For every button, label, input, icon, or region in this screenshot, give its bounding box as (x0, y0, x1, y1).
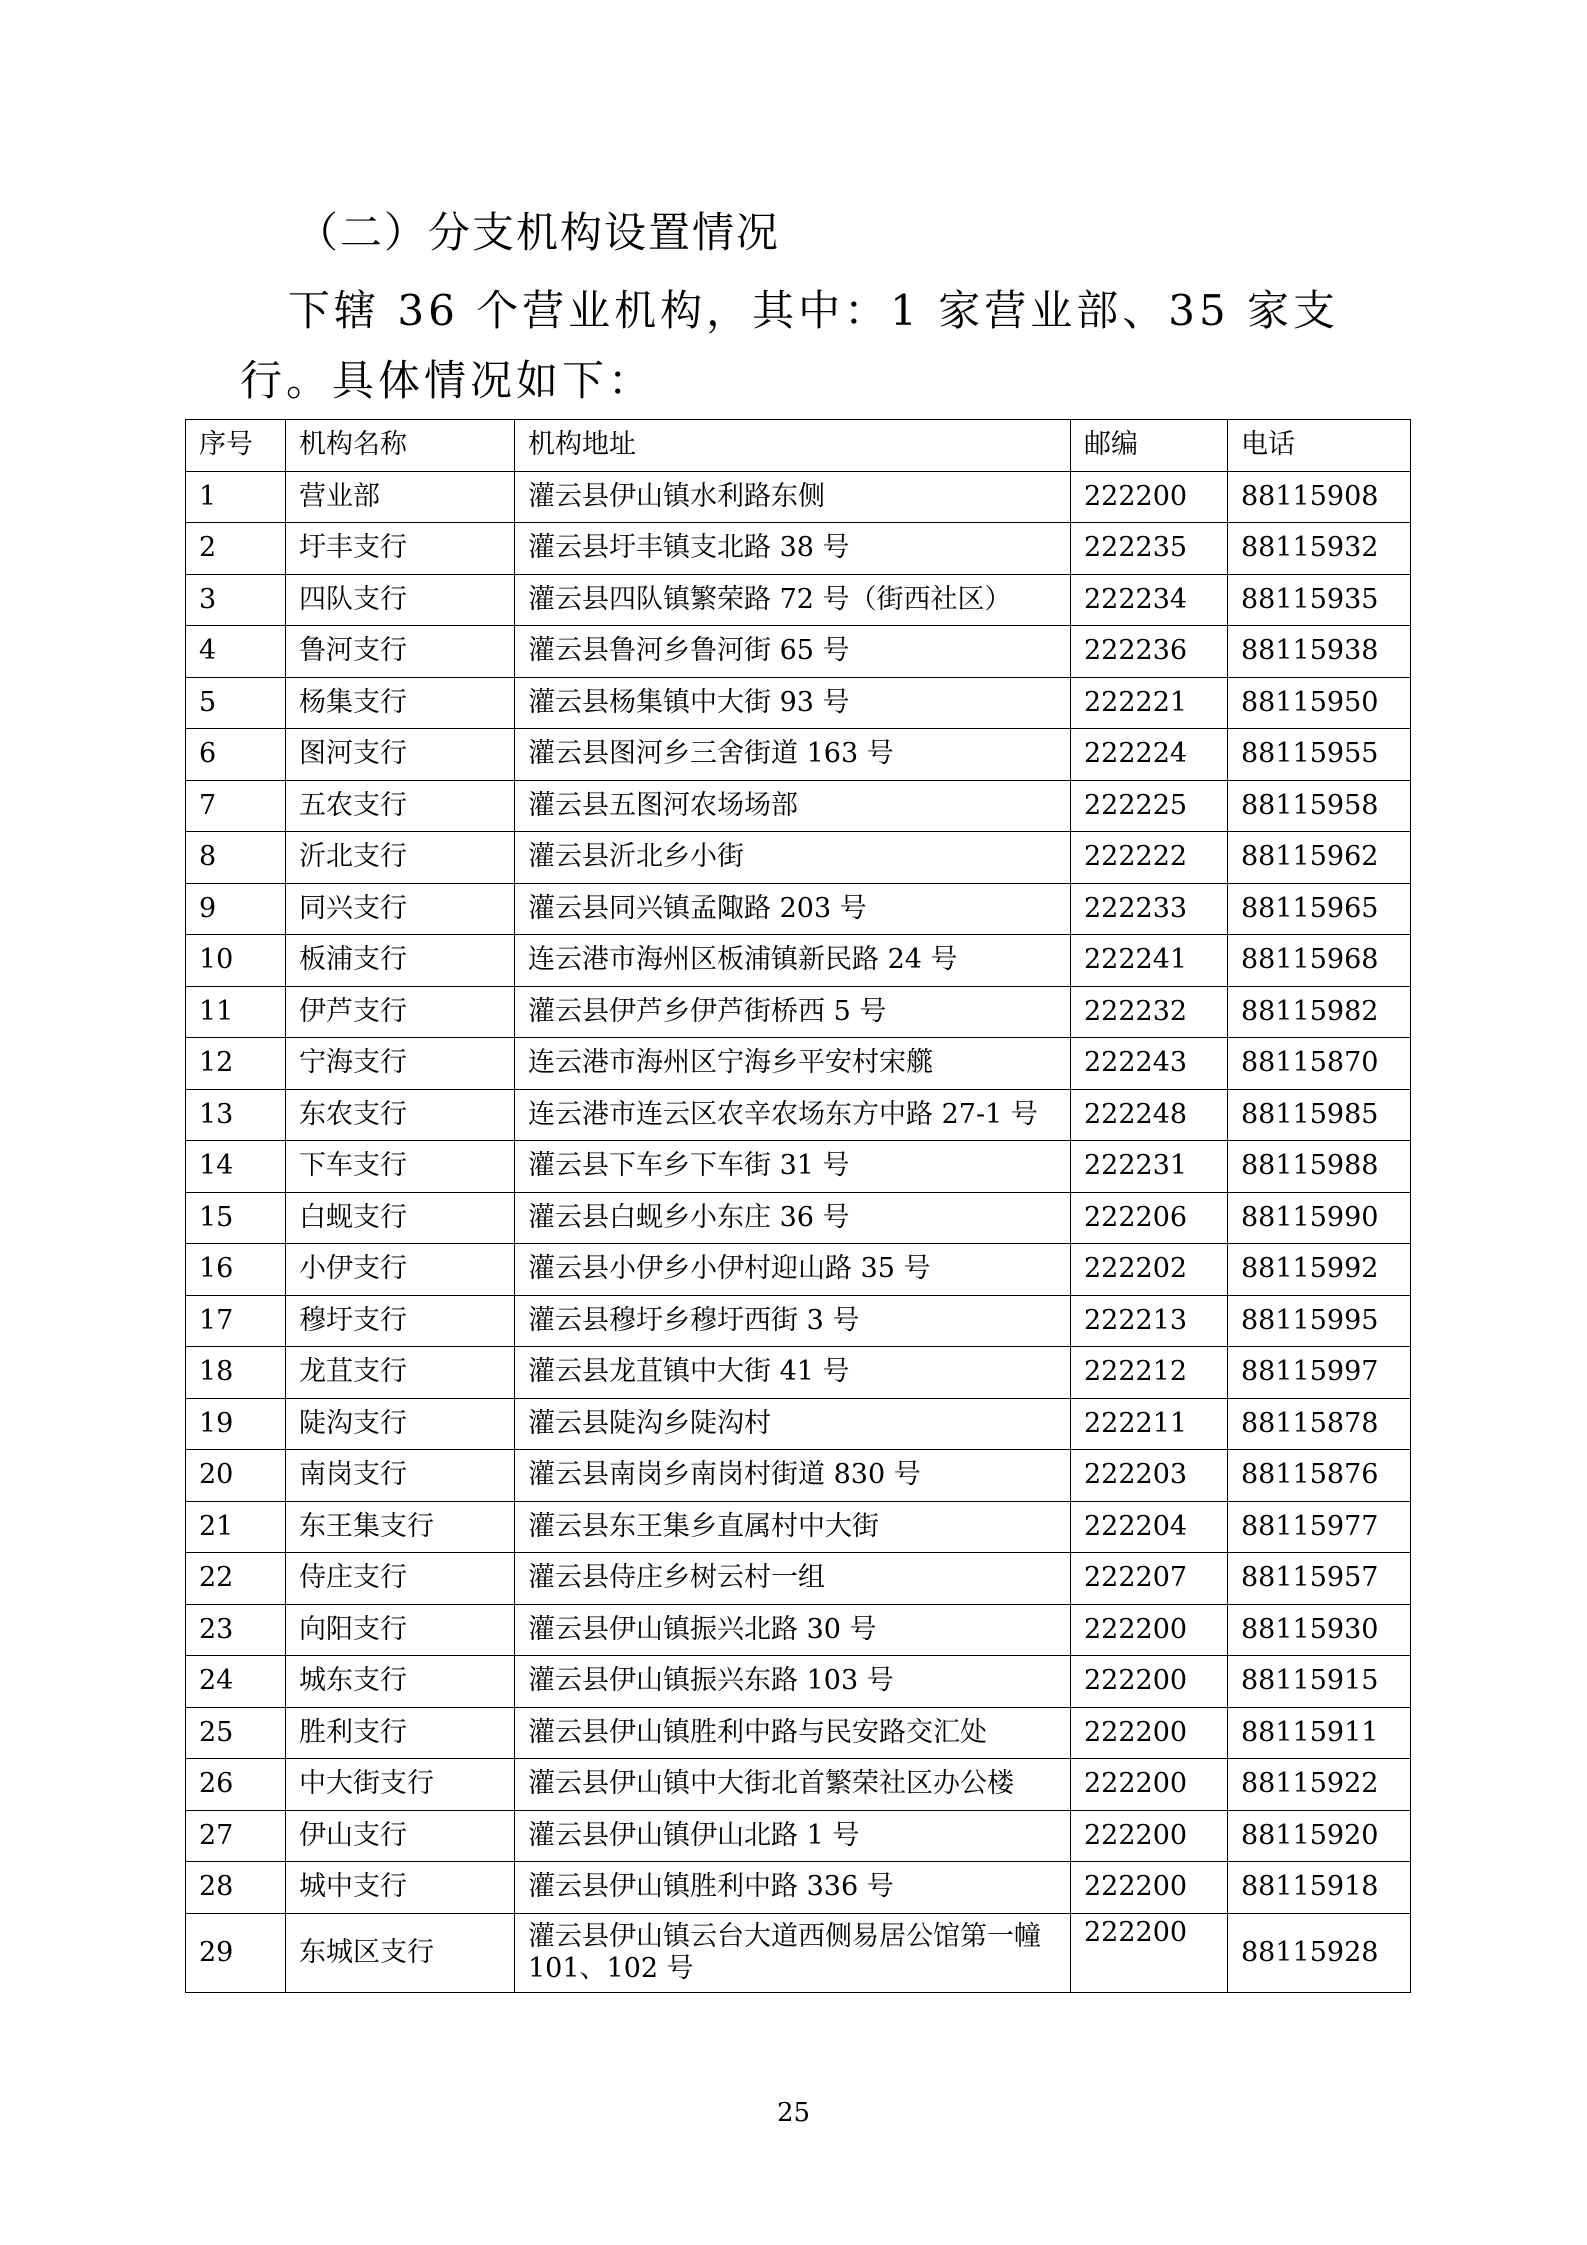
cell-address: 连云港市连云区农辛农场东方中路 27-1 号 (515, 1089, 1071, 1141)
cell-zip: 222206 (1071, 1192, 1228, 1244)
cell-phone: 88115935 (1228, 574, 1411, 626)
cell-zip: 222241 (1071, 935, 1228, 987)
table-row (186, 1501, 1411, 1553)
cell-name: 胜利支行 (286, 1707, 515, 1759)
cell-zip: 222233 (1071, 883, 1228, 935)
cell-zip: 222243 (1071, 1038, 1228, 1090)
cell-phone: 88115915 (1228, 1656, 1411, 1708)
table-row (186, 677, 1411, 729)
cell-index: 28 (186, 1862, 286, 1914)
cell-address: 灌云县龙苴镇中大街 41 号 (515, 1347, 1071, 1399)
table-row (186, 1192, 1411, 1244)
cell-zip: 222200 (1071, 1604, 1228, 1656)
cell-address: 灌云县白蚬乡小东庄 36 号 (515, 1192, 1071, 1244)
cell-index: 26 (186, 1759, 286, 1811)
cell-index: 22 (186, 1553, 286, 1605)
table-row (186, 1398, 1411, 1450)
cell-index: 1 (186, 471, 286, 523)
cell-zip: 222211 (1071, 1398, 1228, 1450)
cell-phone: 88115930 (1228, 1604, 1411, 1656)
cell-name: 同兴支行 (286, 883, 515, 935)
cell-name: 鲁河支行 (286, 626, 515, 678)
table-row (186, 1553, 1411, 1605)
cell-zip: 222203 (1071, 1450, 1228, 1502)
cell-address: 灌云县杨集镇中大街 93 号 (515, 677, 1071, 729)
cell-zip: 222212 (1071, 1347, 1228, 1399)
cell-phone: 88115957 (1228, 1553, 1411, 1605)
cell-name: 侍庄支行 (286, 1553, 515, 1605)
cell-address: 灌云县伊山镇水利路东侧 (515, 471, 1071, 523)
cell-name: 龙苴支行 (286, 1347, 515, 1399)
cell-index: 6 (186, 729, 286, 781)
table-row (186, 1707, 1411, 1759)
cell-zip: 222200 (1071, 1913, 1228, 1992)
cell-address: 灌云县伊山镇胜利中路与民安路交汇处 (515, 1707, 1071, 1759)
cell-address: 灌云县伊山镇振兴东路 103 号 (515, 1656, 1071, 1708)
table-row (186, 1604, 1411, 1656)
cell-phone: 88115990 (1228, 1192, 1411, 1244)
cell-phone: 88115908 (1228, 471, 1411, 523)
cell-address: 灌云县南岗乡南岗村街道 830 号 (515, 1450, 1071, 1502)
cell-phone: 88115955 (1228, 729, 1411, 781)
cell-index: 13 (186, 1089, 286, 1141)
header-cell-address: 机构地址 (515, 420, 1071, 472)
table-row (186, 1089, 1411, 1141)
table-row (186, 883, 1411, 935)
intro-paragraph: 下辖 36 个营业机构，其中：1 家营业部、35 家支行。具体情况如下： (240, 286, 1340, 405)
cell-zip: 222202 (1071, 1244, 1228, 1296)
table-row (186, 729, 1411, 781)
cell-address: 灌云县鲁河乡鲁河街 65 号 (515, 626, 1071, 678)
cell-phone: 88115950 (1228, 677, 1411, 729)
cell-phone: 88115977 (1228, 1501, 1411, 1553)
cell-index: 5 (186, 677, 286, 729)
cell-phone: 88115911 (1228, 1707, 1411, 1759)
cell-address: 灌云县伊山镇胜利中路 336 号 (515, 1862, 1071, 1914)
table-row (186, 935, 1411, 987)
cell-name: 杨集支行 (286, 677, 515, 729)
cell-index: 11 (186, 986, 286, 1038)
cell-phone: 88115958 (1228, 780, 1411, 832)
header-cell-name: 机构名称 (286, 420, 515, 472)
cell-zip: 222235 (1071, 523, 1228, 575)
cell-zip: 222221 (1071, 677, 1228, 729)
cell-address: 连云港市海州区宁海乡平安村宋艞 (515, 1038, 1071, 1090)
table-row (186, 1347, 1411, 1399)
table-row (186, 574, 1411, 626)
table-row (186, 1141, 1411, 1193)
cell-phone: 88115995 (1228, 1295, 1411, 1347)
cell-index: 9 (186, 883, 286, 935)
cell-zip: 222234 (1071, 574, 1228, 626)
cell-zip: 222213 (1071, 1295, 1228, 1347)
cell-name: 穆圩支行 (286, 1295, 515, 1347)
cell-address: 灌云县圩丰镇支北路 38 号 (515, 523, 1071, 575)
cell-name: 圩丰支行 (286, 523, 515, 575)
cell-zip: 222200 (1071, 1810, 1228, 1862)
cell-phone: 88115938 (1228, 626, 1411, 678)
cell-name: 伊山支行 (286, 1810, 515, 1862)
cell-index: 19 (186, 1398, 286, 1450)
cell-name: 伊芦支行 (286, 986, 515, 1038)
cell-phone: 88115982 (1228, 986, 1411, 1038)
cell-address: 灌云县伊山镇云台大道西侧易居公馆第一幢 101、102 号 (515, 1913, 1071, 1992)
cell-name: 白蚬支行 (286, 1192, 515, 1244)
cell-address: 灌云县图河乡三舍街道 163 号 (515, 729, 1071, 781)
cell-index: 7 (186, 780, 286, 832)
cell-name: 图河支行 (286, 729, 515, 781)
cell-index: 16 (186, 1244, 286, 1296)
cell-address: 灌云县穆圩乡穆圩西街 3 号 (515, 1295, 1071, 1347)
cell-address: 灌云县伊山镇伊山北路 1 号 (515, 1810, 1071, 1862)
cell-zip: 222224 (1071, 729, 1228, 781)
cell-name: 东城区支行 (286, 1913, 515, 1992)
table-row (186, 1295, 1411, 1347)
cell-index: 29 (186, 1913, 286, 1992)
table-row (186, 986, 1411, 1038)
cell-index: 3 (186, 574, 286, 626)
cell-phone: 88115876 (1228, 1450, 1411, 1502)
cell-address: 灌云县伊芦乡伊芦街桥西 5 号 (515, 986, 1071, 1038)
table-row (186, 1810, 1411, 1862)
header-cell-index: 序号 (186, 420, 286, 472)
table-header-row (186, 420, 1411, 472)
cell-phone: 88115997 (1228, 1347, 1411, 1399)
cell-address: 灌云县同兴镇孟陬路 203 号 (515, 883, 1071, 935)
cell-address: 灌云县东王集乡直属村中大街 (515, 1501, 1071, 1553)
table-row (186, 832, 1411, 884)
cell-index: 27 (186, 1810, 286, 1862)
cell-zip: 222231 (1071, 1141, 1228, 1193)
cell-index: 2 (186, 523, 286, 575)
table-body (186, 471, 1411, 1992)
cell-name: 陡沟支行 (286, 1398, 515, 1450)
cell-phone: 88115928 (1228, 1913, 1411, 1992)
branch-table (185, 419, 1411, 1993)
cell-zip: 222200 (1071, 1862, 1228, 1914)
cell-phone: 88115932 (1228, 523, 1411, 575)
cell-index: 12 (186, 1038, 286, 1090)
table-row (186, 1244, 1411, 1296)
cell-index: 14 (186, 1141, 286, 1193)
cell-zip: 222222 (1071, 832, 1228, 884)
cell-name: 下车支行 (286, 1141, 515, 1193)
cell-phone: 88115870 (1228, 1038, 1411, 1090)
cell-address: 灌云县下车乡下车街 31 号 (515, 1141, 1071, 1193)
cell-phone: 88115920 (1228, 1810, 1411, 1862)
cell-zip: 222232 (1071, 986, 1228, 1038)
cell-zip: 222200 (1071, 1707, 1228, 1759)
cell-index: 17 (186, 1295, 286, 1347)
cell-index: 10 (186, 935, 286, 987)
table-row (186, 523, 1411, 575)
table-row (186, 1450, 1411, 1502)
table-row (186, 1656, 1411, 1708)
cell-address: 灌云县伊山镇中大街北首繁荣社区办公楼 (515, 1759, 1071, 1811)
cell-address: 灌云县陡沟乡陡沟村 (515, 1398, 1071, 1450)
cell-zip: 222248 (1071, 1089, 1228, 1141)
cell-zip: 222204 (1071, 1501, 1228, 1553)
cell-name: 东王集支行 (286, 1501, 515, 1553)
cell-zip: 222225 (1071, 780, 1228, 832)
cell-address: 灌云县四队镇繁荣路 72 号（街西社区） (515, 574, 1071, 626)
cell-index: 8 (186, 832, 286, 884)
cell-index: 25 (186, 1707, 286, 1759)
cell-index: 23 (186, 1604, 286, 1656)
cell-name: 南岗支行 (286, 1450, 515, 1502)
section-heading: （二）分支机构设置情况 (296, 208, 781, 257)
table-row (186, 1862, 1411, 1914)
cell-name: 五农支行 (286, 780, 515, 832)
cell-zip: 222200 (1071, 471, 1228, 523)
cell-index: 4 (186, 626, 286, 678)
table-row (186, 1759, 1411, 1811)
cell-index: 18 (186, 1347, 286, 1399)
cell-phone: 88115965 (1228, 883, 1411, 935)
cell-index: 15 (186, 1192, 286, 1244)
cell-zip: 222200 (1071, 1656, 1228, 1708)
cell-address: 连云港市海州区板浦镇新民路 24 号 (515, 935, 1071, 987)
cell-name: 宁海支行 (286, 1038, 515, 1090)
cell-zip: 222236 (1071, 626, 1228, 678)
cell-phone: 88115922 (1228, 1759, 1411, 1811)
cell-name: 向阳支行 (286, 1604, 515, 1656)
cell-phone: 88115988 (1228, 1141, 1411, 1193)
cell-phone: 88115968 (1228, 935, 1411, 987)
cell-phone: 88115878 (1228, 1398, 1411, 1450)
cell-name: 城东支行 (286, 1656, 515, 1708)
cell-address: 灌云县伊山镇振兴北路 30 号 (515, 1604, 1071, 1656)
cell-name: 城中支行 (286, 1862, 515, 1914)
cell-name: 营业部 (286, 471, 515, 523)
cell-name: 小伊支行 (286, 1244, 515, 1296)
page-number: 25 (776, 2098, 811, 2128)
cell-index: 20 (186, 1450, 286, 1502)
table-row (186, 780, 1411, 832)
cell-phone: 88115962 (1228, 832, 1411, 884)
header-cell-phone: 电话 (1228, 420, 1411, 472)
header-cell-zip: 邮编 (1071, 420, 1228, 472)
cell-address: 灌云县沂北乡小街 (515, 832, 1071, 884)
cell-phone: 88115985 (1228, 1089, 1411, 1141)
table-row (186, 471, 1411, 523)
cell-zip: 222200 (1071, 1759, 1228, 1811)
cell-name: 中大街支行 (286, 1759, 515, 1811)
table-row (186, 626, 1411, 678)
cell-name: 板浦支行 (286, 935, 515, 987)
cell-name: 东农支行 (286, 1089, 515, 1141)
cell-index: 21 (186, 1501, 286, 1553)
cell-address: 灌云县五图河农场场部 (515, 780, 1071, 832)
cell-address: 灌云县小伊乡小伊村迎山路 35 号 (515, 1244, 1071, 1296)
cell-name: 四队支行 (286, 574, 515, 626)
cell-name: 沂北支行 (286, 832, 515, 884)
cell-phone: 88115918 (1228, 1862, 1411, 1914)
cell-index: 24 (186, 1656, 286, 1708)
cell-phone: 88115992 (1228, 1244, 1411, 1296)
table-row (186, 1038, 1411, 1090)
cell-zip: 222207 (1071, 1553, 1228, 1605)
table-row (186, 1913, 1411, 1992)
cell-address: 灌云县侍庄乡树云村一组 (515, 1553, 1071, 1605)
